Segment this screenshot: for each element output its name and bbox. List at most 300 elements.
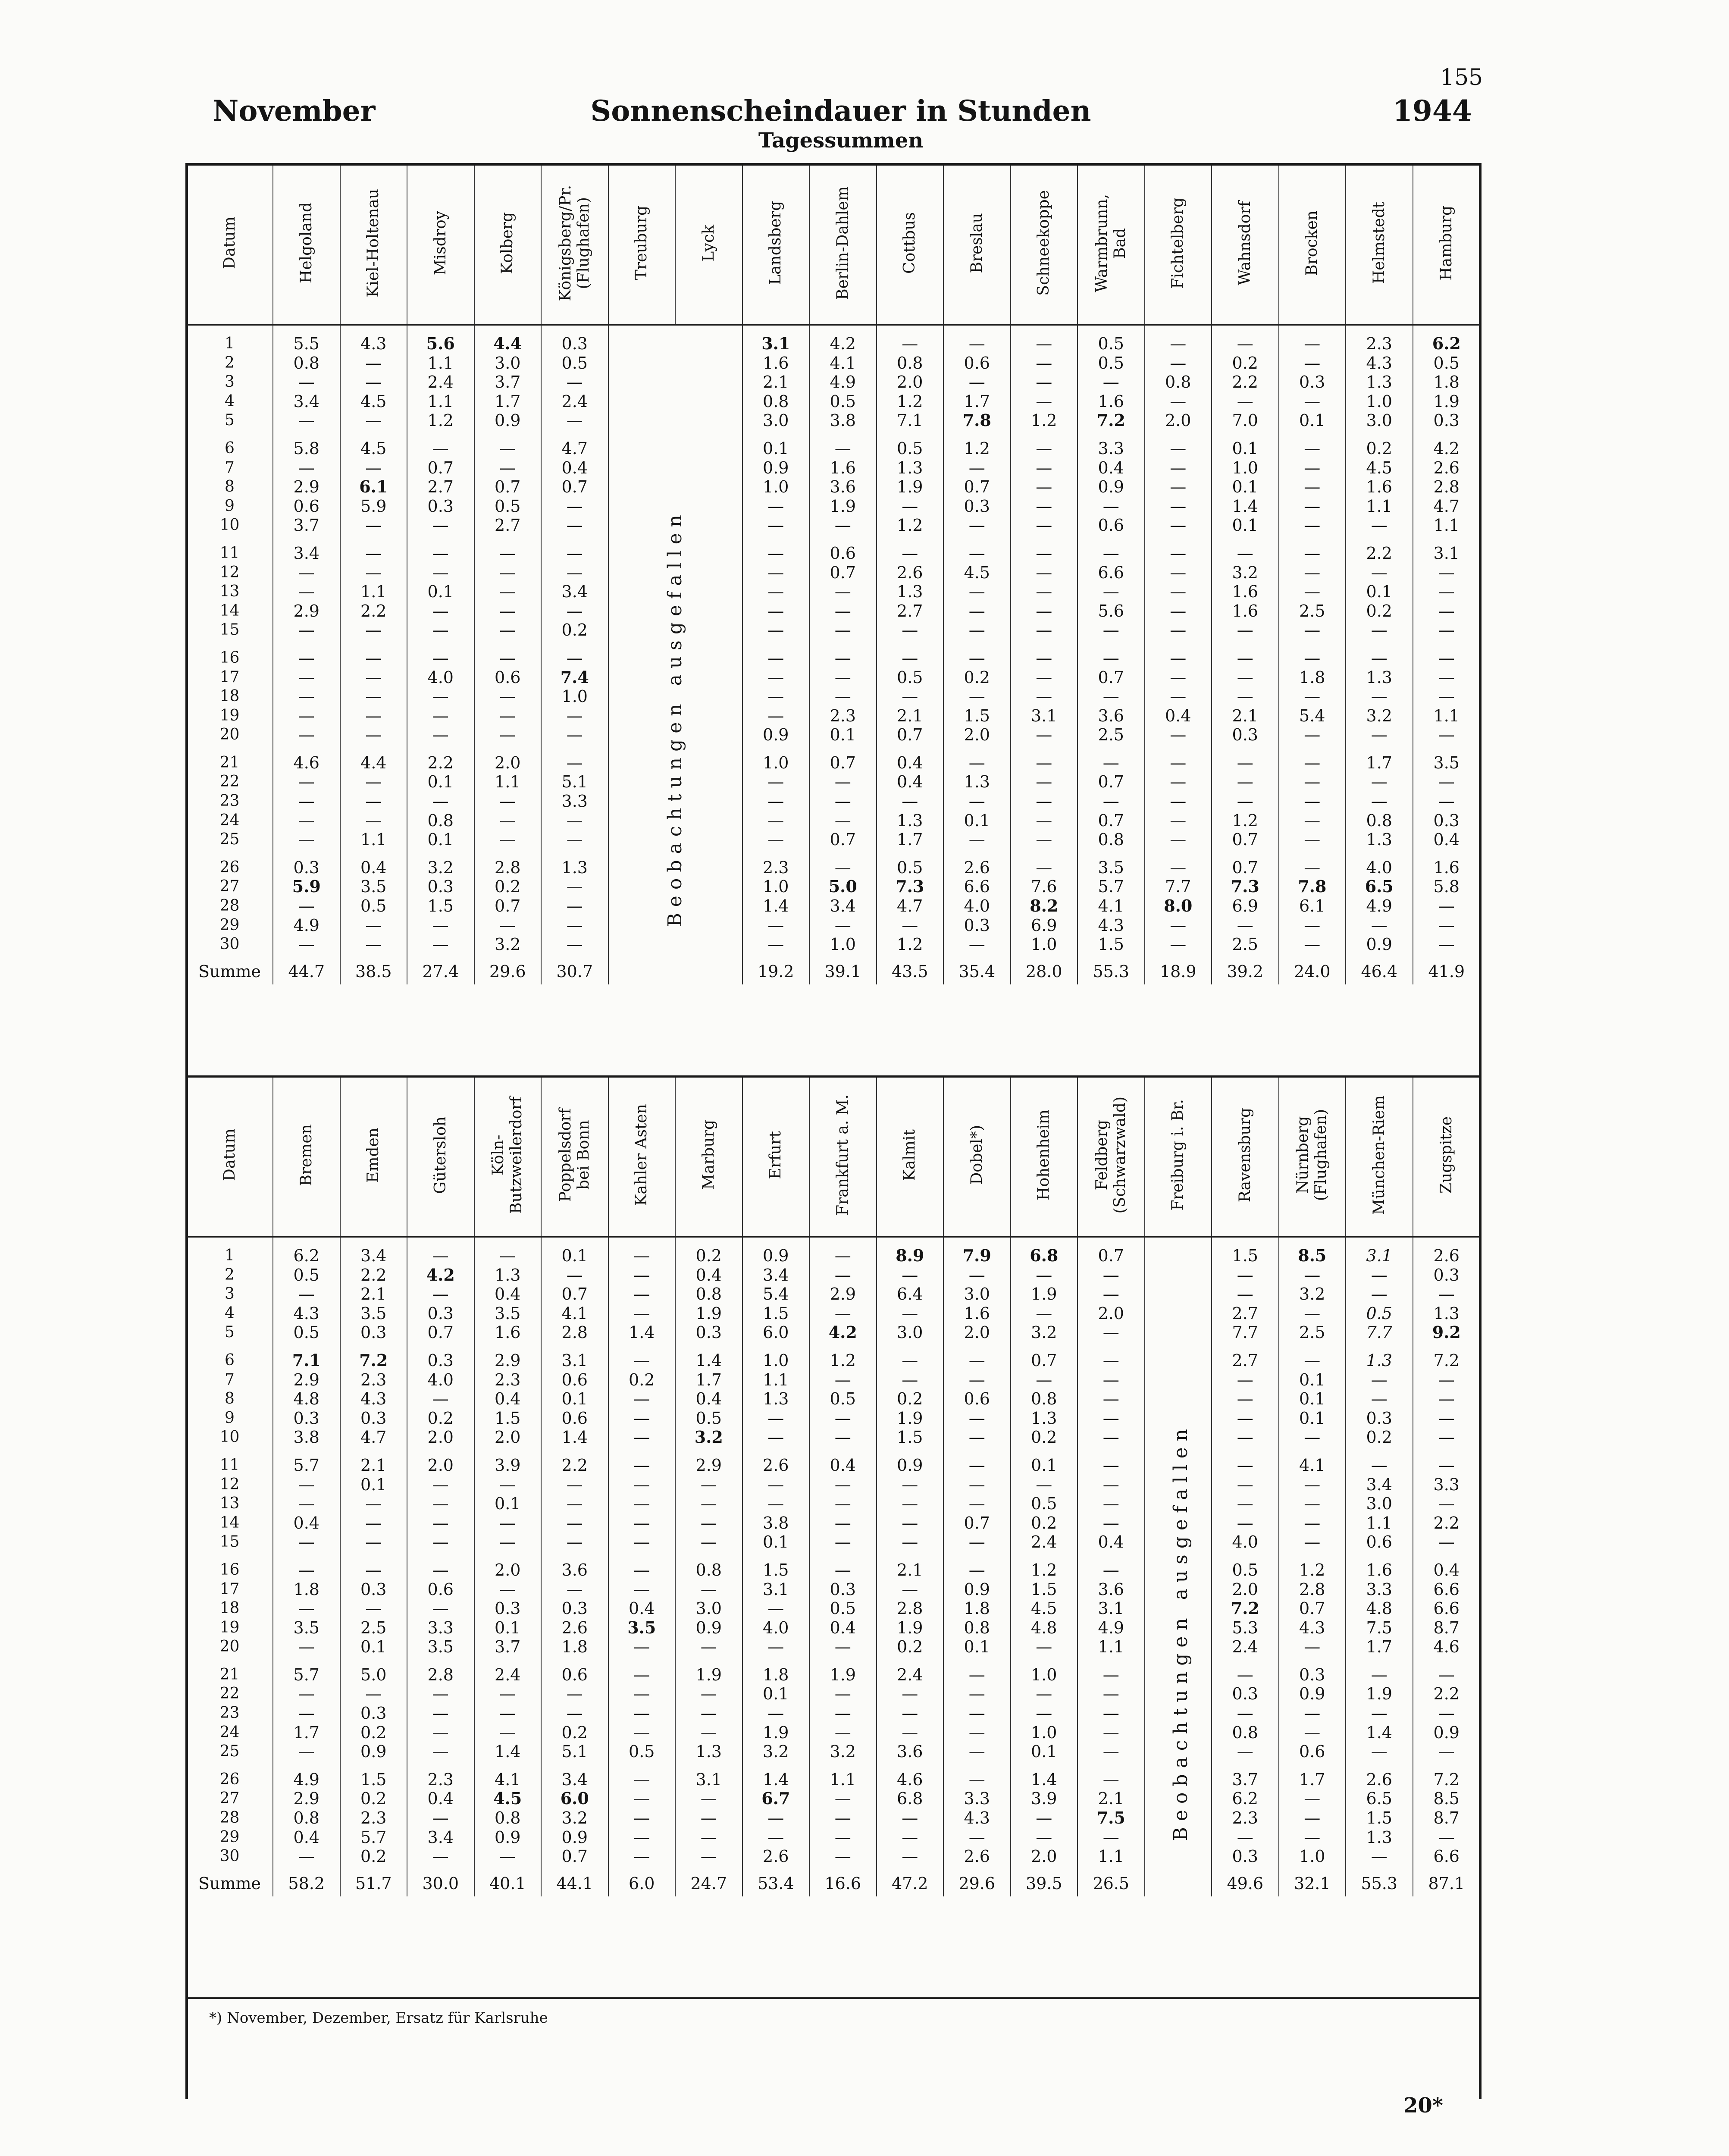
value-cell: 0.7 — [1212, 830, 1279, 849]
value-cell: 2.1 — [340, 1285, 407, 1304]
value-cell: 2.4 — [1212, 1637, 1279, 1657]
value-cell: 4.5 — [340, 392, 407, 411]
value-cell: — — [1145, 772, 1212, 792]
value-cell: — — [340, 668, 407, 687]
value-cell: — — [742, 563, 810, 583]
date-cell: 8 — [225, 1390, 235, 1408]
value-cell: 0.8 — [474, 1808, 542, 1828]
value-cell: — — [877, 1847, 944, 1866]
value-cell: 7.7 — [1145, 877, 1212, 896]
value-cell: — — [608, 1704, 676, 1723]
value-cell — [675, 325, 742, 354]
value-cell: — — [809, 1409, 877, 1428]
value-cell: 4.0 — [407, 1370, 474, 1390]
value-cell: 7.3 — [1212, 877, 1279, 896]
value-cell: — — [1212, 325, 1279, 354]
value-cell: 5.7 — [273, 1447, 340, 1475]
value-cell: 0.7 — [1212, 849, 1279, 877]
value-cell: — — [1279, 935, 1346, 954]
value-cell: 0.4 — [877, 745, 944, 773]
value-cell: 2.0 — [943, 725, 1011, 745]
column-label: Datum — [220, 1128, 238, 1181]
value-cell: 2.2 — [1413, 1514, 1480, 1533]
sum-cell: 40.1 — [474, 1866, 542, 1896]
value-cell: — — [1212, 1514, 1279, 1533]
value-cell — [675, 935, 742, 954]
value-cell: — — [273, 687, 340, 706]
value-cell: — — [1077, 1514, 1145, 1533]
value-cell: — — [809, 1808, 877, 1828]
value-cell: 6.6 — [1413, 1847, 1480, 1866]
table-row — [187, 1684, 1480, 1704]
value-cell: — — [877, 640, 944, 668]
value-cell: — — [1145, 811, 1212, 830]
value-cell: 4.1 — [1279, 1447, 1346, 1475]
value-cell: — — [541, 916, 608, 935]
value-cell: 2.0 — [474, 745, 542, 773]
column-label: Frankfurt a. M. — [833, 1094, 852, 1216]
value-cell: 1.6 — [1346, 477, 1413, 497]
value-cell: — — [474, 1684, 542, 1704]
column-label: Erfurt — [767, 1131, 785, 1179]
table-row — [187, 830, 1480, 849]
value-cell: 0.8 — [675, 1552, 742, 1580]
value-cell: — — [943, 1409, 1011, 1428]
value-cell: 0.7 — [1077, 1237, 1145, 1266]
value-cell: — — [742, 1637, 810, 1657]
table-row — [187, 458, 1480, 478]
value-cell: 4.3 — [1346, 354, 1413, 373]
value-cell: — — [742, 620, 810, 640]
value-cell: 0.7 — [407, 458, 474, 478]
value-cell: 0.4 — [608, 1599, 676, 1618]
value-cell: 0.3 — [541, 325, 608, 354]
value-cell: 2.8 — [541, 1323, 608, 1342]
value-cell — [1145, 1304, 1212, 1323]
value-cell: 0.2 — [608, 1370, 676, 1390]
sum-cell: 39.1 — [809, 954, 877, 984]
table-row — [187, 849, 1480, 877]
value-cell: — — [1011, 1637, 1078, 1657]
value-cell: 1.2 — [809, 1342, 877, 1370]
date-cell: 17 — [219, 668, 240, 686]
value-cell: — — [877, 1684, 944, 1704]
value-cell: — — [943, 620, 1011, 640]
value-cell: — — [273, 563, 340, 583]
value-cell: 1.7 — [877, 830, 944, 849]
value-cell: 6.7 — [742, 1789, 810, 1808]
value-cell: 1.1 — [1346, 497, 1413, 516]
value-cell: 1.3 — [1346, 668, 1413, 687]
value-cell: 0.8 — [675, 1285, 742, 1304]
value-cell: — — [407, 535, 474, 563]
value-cell: — — [742, 811, 810, 830]
value-cell — [675, 392, 742, 411]
value-cell: — — [877, 1532, 944, 1552]
value-cell: — — [541, 896, 608, 916]
date-cell: 29 — [219, 1828, 240, 1846]
value-cell: — — [1279, 582, 1346, 602]
table-row — [187, 687, 1480, 706]
value-cell: 7.2 — [340, 1342, 407, 1370]
value-cell: — — [1413, 1532, 1480, 1552]
value-cell: — — [1077, 1342, 1145, 1370]
value-cell: — — [340, 458, 407, 478]
value-cell: 1.7 — [1279, 1761, 1346, 1789]
date-cell: 20 — [219, 726, 240, 744]
value-cell: 3.3 — [541, 792, 608, 811]
value-cell: 2.6 — [943, 1847, 1011, 1866]
value-cell: 1.4 — [675, 1342, 742, 1370]
value-cell: — — [407, 1285, 474, 1304]
value-cell: — — [809, 1828, 877, 1847]
value-cell: 3.2 — [474, 935, 542, 954]
table-row — [187, 640, 1480, 668]
value-cell: 0.9 — [675, 1618, 742, 1638]
value-cell: — — [943, 373, 1011, 392]
value-cell: 3.1 — [675, 1761, 742, 1789]
value-cell: 3.5 — [340, 877, 407, 896]
value-cell: — — [1279, 1475, 1346, 1495]
value-cell: — — [943, 1342, 1011, 1370]
value-cell: 0.3 — [541, 1599, 608, 1618]
value-cell: — — [1011, 1266, 1078, 1285]
value-cell: 2.9 — [809, 1285, 877, 1304]
value-cell: — — [742, 830, 810, 849]
value-cell: — — [1212, 792, 1279, 811]
value-cell: — — [273, 1847, 340, 1866]
bottom-column-header — [877, 1078, 944, 1237]
value-cell: — — [1011, 430, 1078, 458]
table-row — [187, 1808, 1480, 1828]
value-cell: 2.6 — [1346, 1761, 1413, 1789]
value-cell: 0.5 — [809, 392, 877, 411]
value-cell: 5.4 — [1279, 706, 1346, 726]
value-cell: 1.3 — [675, 1742, 742, 1761]
value-cell: 6.0 — [742, 1323, 810, 1342]
table-row — [187, 325, 1480, 354]
value-cell: 1.5 — [1077, 935, 1145, 954]
value-cell: — — [340, 792, 407, 811]
value-cell: 6.6 — [1413, 1599, 1480, 1618]
value-cell: 2.4 — [407, 373, 474, 392]
value-cell: 0.8 — [1077, 830, 1145, 849]
value-cell: — — [407, 1599, 474, 1618]
column-label: Misdroy — [431, 210, 449, 276]
value-cell: — — [474, 458, 542, 478]
value-cell: 0.3 — [340, 1580, 407, 1599]
value-cell: — — [1346, 1285, 1413, 1304]
value-cell: 3.5 — [1413, 745, 1480, 773]
value-cell: — — [1145, 516, 1212, 535]
value-cell: — — [1077, 1684, 1145, 1704]
sum-cell: 35.4 — [943, 954, 1011, 984]
value-cell: 0.8 — [273, 1808, 340, 1828]
value-cell — [608, 458, 676, 478]
page-number: 155 — [1440, 65, 1483, 91]
column-label: Nürnberg (Flughafen) — [1294, 1109, 1330, 1201]
value-cell: — — [407, 430, 474, 458]
value-cell — [1145, 1342, 1212, 1370]
value-cell: — — [1413, 1447, 1480, 1475]
value-cell: 5.0 — [340, 1657, 407, 1685]
value-cell: — — [1279, 849, 1346, 877]
value-cell: 2.8 — [1279, 1580, 1346, 1599]
date-cell: 6 — [225, 1351, 235, 1369]
sum-cell: 30.0 — [407, 1866, 474, 1896]
value-cell: — — [1413, 1657, 1480, 1685]
value-cell: 1.6 — [474, 1323, 542, 1342]
value-cell: — — [1279, 1514, 1346, 1533]
value-cell: — — [474, 620, 542, 640]
value-cell: — — [943, 1428, 1011, 1447]
value-cell: — — [943, 516, 1011, 535]
value-cell: 0.9 — [474, 1828, 542, 1847]
value-cell: — — [1077, 1409, 1145, 1428]
table-row — [187, 563, 1480, 583]
value-cell: — — [809, 668, 877, 687]
value-cell: 0.9 — [742, 725, 810, 745]
value-cell: — — [742, 602, 810, 621]
column-label: Köln- Butzweilerdorf — [489, 1096, 526, 1214]
value-cell: — — [675, 1532, 742, 1552]
value-cell: — — [1011, 582, 1078, 602]
value-cell: 1.1 — [1077, 1637, 1145, 1657]
value-cell: 4.0 — [943, 896, 1011, 916]
value-cell: — — [541, 563, 608, 583]
column-label: München-Riem — [1370, 1095, 1388, 1215]
value-cell: — — [943, 1266, 1011, 1285]
value-cell: — — [1413, 896, 1480, 916]
value-cell: 1.2 — [877, 516, 944, 535]
value-cell: — — [1145, 620, 1212, 640]
date-cell: 28 — [219, 1809, 240, 1827]
value-cell: 4.4 — [340, 745, 407, 773]
value-cell: 2.4 — [541, 392, 608, 411]
value-cell: 3.3 — [1413, 1475, 1480, 1495]
table-row — [187, 668, 1480, 687]
value-cell: 3.2 — [675, 1428, 742, 1447]
value-cell: 2.1 — [877, 706, 944, 726]
value-cell: 0.3 — [1346, 1409, 1413, 1428]
value-cell: — — [340, 1532, 407, 1552]
date-cell: 13 — [219, 583, 240, 601]
value-cell: 1.4 — [1346, 1723, 1413, 1742]
value-cell — [608, 411, 676, 430]
value-cell: 2.6 — [1413, 1237, 1480, 1266]
table-row — [187, 411, 1480, 430]
value-cell: — — [943, 640, 1011, 668]
value-cell: — — [1212, 745, 1279, 773]
value-cell: 0.2 — [340, 1789, 407, 1808]
value-cell: — — [474, 640, 542, 668]
value-cell: — — [541, 745, 608, 773]
date-cell: 17 — [219, 1580, 240, 1598]
value-cell: 3.4 — [742, 1266, 810, 1285]
value-cell: — — [541, 935, 608, 954]
value-cell: — — [1145, 497, 1212, 516]
value-cell: 3.1 — [742, 325, 810, 354]
value-cell: 3.6 — [877, 1742, 944, 1761]
value-cell: 0.5 — [675, 1409, 742, 1428]
value-cell: — — [809, 1428, 877, 1447]
value-cell: — — [675, 1637, 742, 1657]
value-cell: — — [943, 1704, 1011, 1723]
value-cell: 7.3 — [877, 877, 944, 896]
value-cell: 4.5 — [340, 430, 407, 458]
value-cell: — — [1346, 1389, 1413, 1409]
value-cell: — — [541, 1475, 608, 1495]
value-cell: 4.9 — [273, 916, 340, 935]
value-cell: 8.2 — [1011, 896, 1078, 916]
value-cell: 1.4 — [1011, 1761, 1078, 1789]
value-cell: — — [877, 535, 944, 563]
value-cell: 0.7 — [809, 745, 877, 773]
sum-row — [187, 1866, 1480, 1896]
value-cell: — — [809, 687, 877, 706]
value-cell: 4.6 — [273, 745, 340, 773]
value-cell: — — [340, 1494, 407, 1514]
value-cell: 4.0 — [1212, 1532, 1279, 1552]
value-cell: 0.4 — [1077, 1532, 1145, 1552]
value-cell: 3.4 — [340, 1237, 407, 1266]
value-cell: — — [1346, 1847, 1413, 1866]
value-cell: — — [675, 1514, 742, 1533]
value-cell: — — [407, 563, 474, 583]
value-cell: — — [1279, 745, 1346, 773]
value-cell: 0.4 — [1413, 1552, 1480, 1580]
date-cell: 12 — [219, 563, 240, 581]
value-cell: — — [1279, 1637, 1346, 1657]
value-cell: 6.5 — [1346, 877, 1413, 896]
bottom-column-header — [742, 1078, 810, 1237]
value-cell: — — [1145, 325, 1212, 354]
value-cell: 6.2 — [1413, 325, 1480, 354]
value-cell: 0.1 — [1212, 516, 1279, 535]
value-cell: 0.3 — [943, 916, 1011, 935]
value-cell: — — [1212, 687, 1279, 706]
sum-cell: 19.2 — [742, 954, 810, 984]
value-cell: — — [809, 602, 877, 621]
column-label: Gütersloh — [431, 1116, 449, 1194]
value-cell: 8.9 — [877, 1237, 944, 1266]
value-cell: 4.3 — [340, 325, 407, 354]
value-cell: — — [809, 430, 877, 458]
value-cell: — — [1011, 1370, 1078, 1390]
value-cell: 3.7 — [474, 373, 542, 392]
sum-cell: 87.1 — [1413, 1866, 1480, 1896]
table-row — [187, 1847, 1480, 1866]
value-cell: 3.6 — [809, 477, 877, 497]
value-cell: — — [742, 582, 810, 602]
value-cell: 0.5 — [877, 668, 944, 687]
value-cell: — — [809, 811, 877, 830]
value-cell: 1.9 — [1346, 1684, 1413, 1704]
date-cell: 6 — [225, 439, 235, 457]
date-cell: 18 — [219, 1599, 240, 1617]
value-cell: 9.2 — [1413, 1323, 1480, 1342]
date-cell: 20 — [219, 1638, 240, 1656]
value-cell: — — [1413, 620, 1480, 640]
value-cell: — — [608, 1657, 676, 1685]
value-cell: — — [273, 1637, 340, 1657]
date-cell: 1 — [225, 1247, 235, 1264]
value-cell: — — [943, 602, 1011, 621]
table-row — [187, 477, 1480, 497]
value-cell: 3.1 — [1346, 1237, 1413, 1266]
value-cell — [675, 430, 742, 458]
value-cell: — — [340, 411, 407, 430]
value-cell — [1145, 1237, 1212, 1266]
value-cell: — — [1212, 1389, 1279, 1409]
value-cell: 4.8 — [1011, 1618, 1078, 1638]
value-cell: 0.4 — [809, 1618, 877, 1638]
column-label: Hohenheim — [1035, 1109, 1053, 1200]
value-cell: — — [675, 1723, 742, 1742]
value-cell: — — [1279, 1532, 1346, 1552]
value-cell: — — [1145, 354, 1212, 373]
value-cell: 0.3 — [943, 497, 1011, 516]
value-cell: — — [340, 1684, 407, 1704]
value-cell: 3.5 — [608, 1618, 676, 1638]
value-cell: — — [742, 535, 810, 563]
value-cell: 3.6 — [1077, 706, 1145, 726]
value-cell: 3.1 — [541, 1342, 608, 1370]
value-cell: — — [407, 1552, 474, 1580]
value-cell: 0.3 — [340, 1323, 407, 1342]
value-cell: 2.0 — [407, 1428, 474, 1447]
value-cell: 1.1 — [1413, 706, 1480, 726]
value-cell: 2.1 — [877, 1552, 944, 1580]
table-row — [187, 1723, 1480, 1742]
value-cell: 3.5 — [1077, 849, 1145, 877]
value-cell: 0.8 — [742, 392, 810, 411]
value-cell: — — [877, 1723, 944, 1742]
value-cell: 0.3 — [340, 1704, 407, 1723]
value-cell: 0.3 — [1212, 1684, 1279, 1704]
top-column-header — [1346, 166, 1413, 325]
date-cell: 11 — [219, 1456, 240, 1474]
value-cell: 0.4 — [474, 1389, 542, 1409]
value-cell: — — [675, 1789, 742, 1808]
value-cell: 3.4 — [809, 896, 877, 916]
value-cell: 0.8 — [407, 811, 474, 830]
value-cell: 2.7 — [1212, 1342, 1279, 1370]
value-cell — [1145, 1323, 1212, 1342]
value-cell: 1.8 — [742, 1657, 810, 1685]
value-cell: — — [1145, 582, 1212, 602]
value-cell: — — [742, 935, 810, 954]
value-cell: 1.5 — [742, 1552, 810, 1580]
value-cell: — — [1279, 1723, 1346, 1742]
top-column-header — [1145, 166, 1212, 325]
value-cell: — — [1413, 1285, 1480, 1304]
value-cell: 2.1 — [340, 1447, 407, 1475]
value-cell: 1.3 — [474, 1266, 542, 1285]
value-cell: 0.6 — [541, 1409, 608, 1428]
value-cell: — — [943, 582, 1011, 602]
value-cell: — — [1413, 1494, 1480, 1514]
value-cell: 3.3 — [1346, 1580, 1413, 1599]
value-cell: — — [809, 772, 877, 792]
value-cell: 0.7 — [541, 1285, 608, 1304]
value-cell: — — [608, 1428, 676, 1447]
value-cell: 7.9 — [943, 1237, 1011, 1266]
value-cell: 4.9 — [273, 1761, 340, 1789]
value-cell: — — [1077, 640, 1145, 668]
value-cell: — — [273, 706, 340, 726]
table-row — [187, 1304, 1480, 1323]
